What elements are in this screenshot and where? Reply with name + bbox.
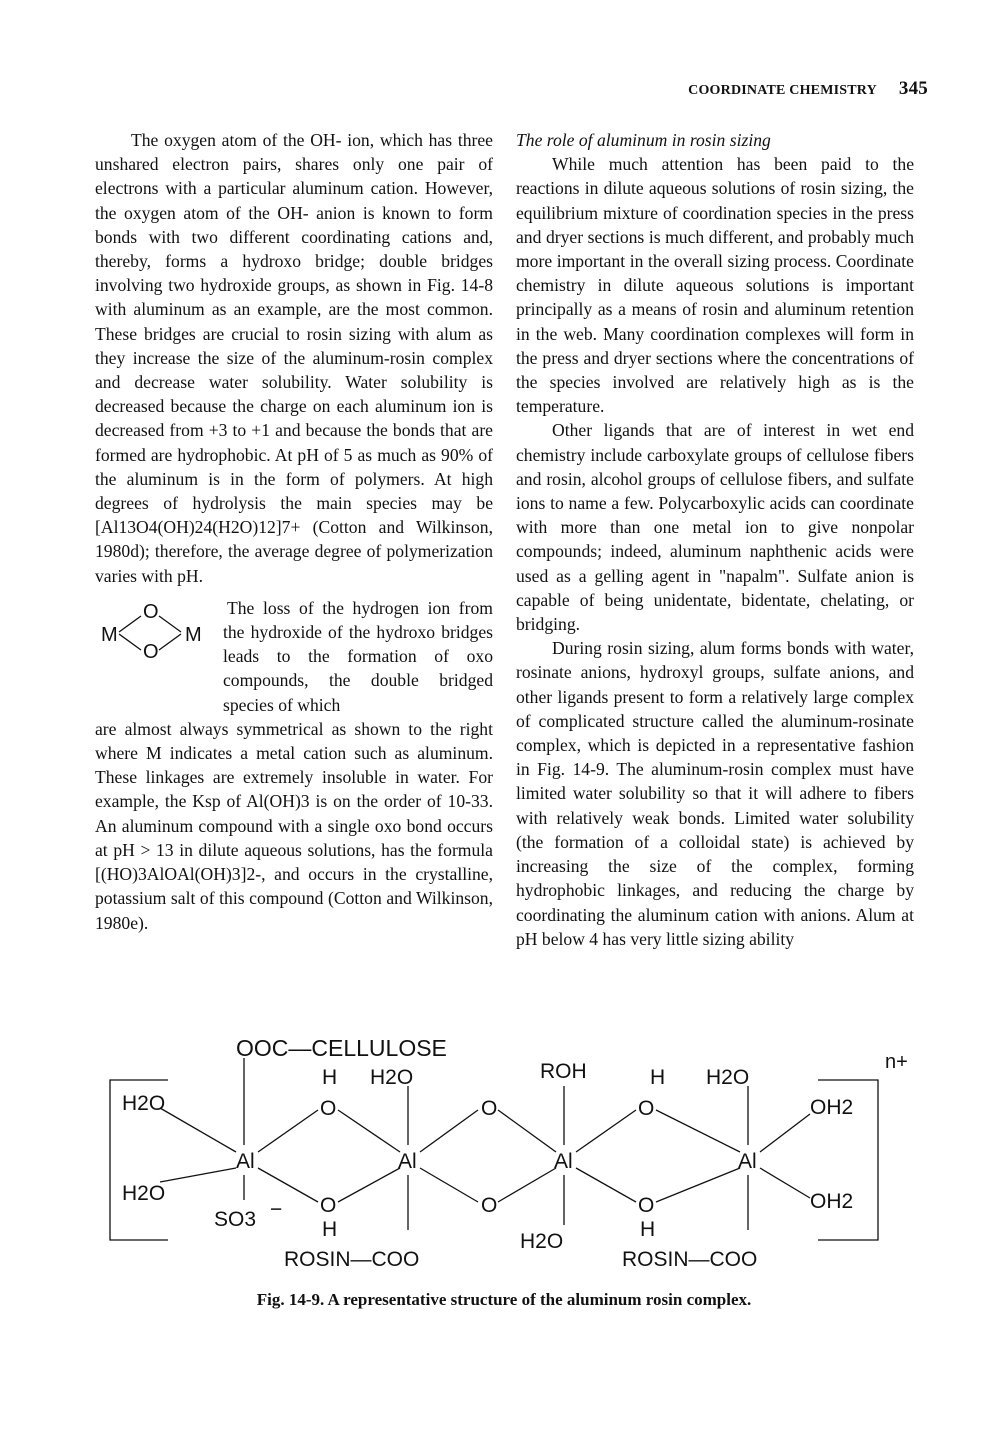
fig-h-bottom-1: H (322, 1218, 338, 1241)
fig-al-3: Al (554, 1150, 573, 1173)
fig-cellulose-label: OOC—CELLULOSE (236, 1035, 447, 1061)
fig-h2o-top-2: H2O (706, 1066, 750, 1089)
right-column (516, 128, 914, 951)
fig-so3-minus: − (270, 1198, 283, 1221)
fig-rosin-label-2: ROSIN—COO (622, 1248, 758, 1271)
section-heading: The role of aluminum in rosin sizing (516, 130, 771, 150)
fig-roh-label: ROH (540, 1060, 587, 1083)
fig-o-upper-1: O (320, 1097, 337, 1120)
oxo-m-right: M (185, 623, 202, 646)
oxo-m-left: M (101, 623, 118, 646)
fig-so3-label: SO3 (214, 1208, 257, 1231)
fig-h2o-left-lower: H2O (122, 1182, 166, 1205)
fig-al-1: Al (236, 1150, 255, 1173)
fig-o-upper-2: O (481, 1097, 498, 1120)
running-title: COORDINATE CHEMISTRY (688, 83, 877, 98)
oxo-o-bottom: O (143, 640, 159, 660)
figure-caption: Fig. 14-9. A representative structure of the aluminum rosin complex. (256, 1290, 752, 1309)
fig-o-lower-3: O (638, 1194, 655, 1217)
left-paragraph-2-wrap: The loss of the hydrogen ion from the hydroxide of the hydroxo bridges leads to the formation of oxo compounds, the double bridged species of which (223, 597, 493, 715)
fig-rosin-label-1: ROSIN—COO (284, 1248, 420, 1271)
left-paragraph-2-rest: are almost always symmetrical as shown to the right where M indicates a metal cation such as aluminum. These linkages are extremely insoluble in water. For example, the Ksp of Al(OH)3 is on the order of 10-33. An aluminum compound with a single oxo bond occurs at pH > 13 in dilute aqueous solutions, has the formula [(HO)3AlOAl(OH)3]2-, and occurs in the crystalline, potassium salt of this compound (Cotton and Wilkinson, 1980e). (95, 718, 493, 933)
oxo-wrap (95, 596, 493, 717)
oxo-bridge-structure (95, 596, 223, 717)
right-paragraph-3: During rosin sizing, alum forms bonds with water, rosinate anions, hydroxyl groups, sulfate anions, and other ligands present to form a relatively large complex of complicated structure called the aluminum-rosinate complex, which is depicted in a representative fashion in Fig. 14-9. The aluminum-rosin complex must have limited water solubility so that it will adhere to fibers with relatively weak bonds. Limited water solubility (the formation of a colloidal state) is achieved by increasing the size of the complex, forming hydrophobic linkages, and reducing the charge by coordinating the aluminum cation with anions. Alum at pH below 4 has very little sizing ability (516, 638, 914, 949)
fig-h2o-top-1: H2O (370, 1066, 414, 1089)
right-paragraph-1: While much attention has been paid to the reactions in dilute aqueous solutions of rosin sizing, the equilibrium mixture of coordination species in the press and dryer sections is much different, and probably much more important in the overall sizing process. Coordinate chemistry in dilute aqueous solutions is important principally as a means of rosin and aluminum retention in the web. Many coordination complexes will form in the press and dryer sections where the concentrations of the species involved are relatively high as is the temperature. (516, 154, 914, 417)
fig-o-upper-3: O (638, 1097, 655, 1120)
oxo-o-top: O (143, 600, 159, 623)
page-number: 345 (898, 78, 928, 99)
fig-oh2-right-upper: OH2 (810, 1096, 854, 1119)
fig-al-4: Al (738, 1150, 757, 1173)
fig-o-lower-1: O (320, 1194, 337, 1217)
fig-h-top-2: H (650, 1066, 666, 1089)
fig-oh2-right-lower: OH2 (810, 1190, 854, 1213)
fig-o-lower-2: O (481, 1194, 498, 1217)
figure-14-9 (98, 1030, 938, 1290)
left-paragraph-1: The oxygen atom of the OH- ion, which has three unshared electron pairs, shares only one pair of electrons with a particular aluminum cation. However, the oxygen atom of the OH- anion is known to form bonds with two different coordinating cations and, thereby, forms a hydroxo bridge; double bridges involving two hydroxide groups, as shown in Fig. 14-8 with aluminum as an example, are the most common. These bridges are crucial to rosin sizing with alum as they increase the size of the aluminum-rosin complex and decrease water solubility. Water solubility is decreased because the charge on each aluminum ion is decreased from +3 to +1 and because the bonds that are formed are hydrophobic. At pH of 5 as much as 90% of the aluminum is in the form of polymers. At high degrees of hydrolysis the main species may be [Al13O4(OH)24(H2O)12]7+ (Cotton and Wilkinson, 1980d); therefore, the average degree of polymerization varies with pH. (95, 130, 493, 586)
fig-h2o-bottom: H2O (520, 1230, 564, 1253)
fig-h-top-1: H (322, 1066, 338, 1089)
right-paragraph-2: Other ligands that are of interest in wet end chemistry include carboxylate groups of cellulose fibers and rosin, alcohol groups of cellulose fibers, and sulfate ions to name a few. Polycarboxylic acids can coordinate with more than one metal ion to give nonpolar compounds; indeed, aluminum naphthenic acids were used as a gelling agent in "napalm". Sulfate anion is capable of being unidentate, bidentate, chelating, or bridging. (516, 420, 914, 635)
fig-h-bottom-2: H (640, 1218, 656, 1241)
running-header (688, 78, 928, 100)
fig-h2o-left-upper: H2O (122, 1092, 166, 1115)
fig-al-2: Al (398, 1150, 417, 1173)
left-column (95, 128, 493, 935)
fig-charge-label: n+ (885, 1051, 908, 1073)
oxo-bridge-svg (95, 596, 223, 660)
